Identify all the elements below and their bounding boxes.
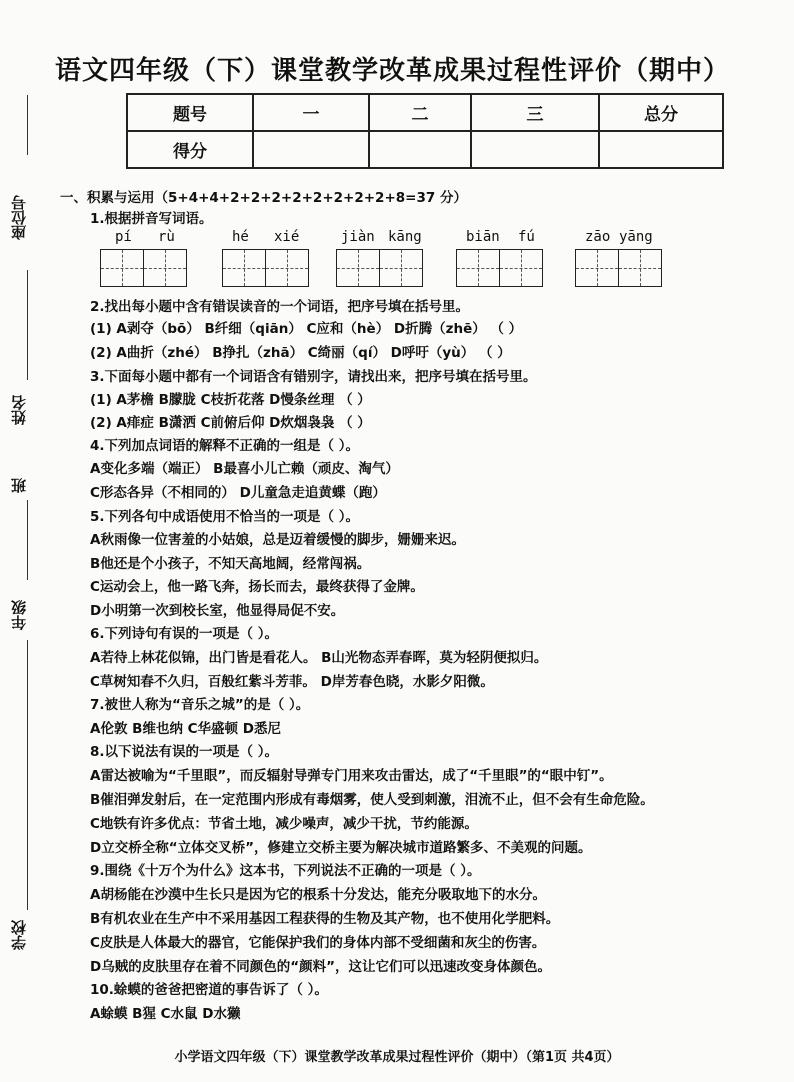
q3-line: (1) A茅檐 B朦胧 C枝折花落 D慢条丝理 （ ） bbox=[90, 392, 371, 408]
q4-stem: 4.下列加点词语的解释不正确的一组是（ ）。 bbox=[90, 438, 359, 454]
q5-stem: 5.下列各句中成语使用不恰当的一项是（ ）。 bbox=[90, 509, 359, 525]
q5-line: C运动会上，他一路飞奔，扬长而去，最终获得了金牌。 bbox=[90, 579, 424, 595]
q7-line: A伦敦 B维也纳 C华盛顿 D悉尼 bbox=[90, 721, 281, 737]
q4-line: C形态各异（不相同的） D儿童急走追黄蝶（跑） bbox=[90, 485, 386, 501]
q6-line: A若待上林花似锦，出门皆是看花人。 B山光物态弄春晖，莫为轻阴便拟归。 bbox=[90, 650, 548, 666]
score-cell[interactable] bbox=[253, 131, 369, 168]
q10-stem: 10.蜍蟆的爸爸把密道的事告诉了（ ）。 bbox=[90, 982, 328, 998]
score-table-score-row bbox=[127, 131, 723, 168]
side-label-grade: 年级 bbox=[10, 600, 28, 630]
score-cell[interactable] bbox=[599, 131, 723, 168]
score-row-label: 得分 bbox=[127, 131, 253, 168]
q4-line: A变化多端（端正） B最喜小儿亡赖（顽皮、淘气） bbox=[90, 461, 399, 477]
side-divider bbox=[27, 640, 28, 910]
score-cell[interactable] bbox=[471, 131, 599, 168]
score-table-header-row bbox=[127, 94, 723, 131]
q9-line: B有机农业在生产中不采用基因工程获得的生物及其产物，也不使用化学肥料。 bbox=[90, 911, 560, 927]
pinyin-syllable: biān bbox=[466, 229, 500, 245]
page-footer: 小学语文四年级（下）课堂教学改革成果过程性评价（期中）（第1页 共4页） bbox=[174, 1050, 620, 1065]
q2-stem: 2.找出每小题中含有错误读音的一个词语，把序号填在括号里。 bbox=[90, 299, 470, 315]
q8-line: C地铁有许多优点：节省土地，减少噪声，减少干扰，节约能源。 bbox=[90, 816, 478, 832]
q9-line: C皮肤是人体最大的器官，它能保护我们的身体内部不受细菌和灰尘的伤害。 bbox=[90, 935, 546, 951]
q2-line: (2) A曲折（zhé） B挣扎（zhā） C绮丽（qí） D呼吁（yù） （ ） bbox=[90, 345, 511, 361]
score-header-cell: 题号 bbox=[127, 94, 253, 131]
side-label-seat: 座位号 bbox=[10, 195, 28, 240]
pinyin-syllable: fú bbox=[518, 229, 535, 245]
pinyin-syllable: jiàn bbox=[341, 229, 375, 245]
q9-line: D乌贼的皮肤里存在着不同颜色的“颜料”，这让它们可以迅速改变身体颜色。 bbox=[90, 959, 551, 975]
q5-line: B他还是个小孩子，不知天高地阔，经常闯祸。 bbox=[90, 556, 371, 572]
q5-line: A秋雨像一位害羞的小姑娘，总是迈着缓慢的脚步，姗姗来迟。 bbox=[90, 532, 465, 548]
q5-line: D小明第一次到校长室，他显得局促不安。 bbox=[90, 603, 345, 619]
writing-boxes[interactable] bbox=[336, 249, 423, 287]
q9-line: A胡杨能在沙漠中生长只是因为它的根系十分发达，能充分吸取地下的水分。 bbox=[90, 887, 546, 903]
pinyin-syllable: pí bbox=[115, 229, 132, 245]
section-1-heading: 一、积累与运用（5+4+4+2+2+2+2+2+2+2+2+8=37 分） bbox=[60, 190, 467, 206]
q1-stem: 1.根据拼音写词语。 bbox=[90, 211, 213, 227]
score-header-cell: 三 bbox=[471, 94, 599, 131]
q8-line: D立交桥全称“立体交叉桥”，修建立交桥主要为解决城市道路繁多、不美观的问题。 bbox=[90, 840, 592, 856]
q2-line: (1) A剥夺（bō） B纤细（qiān） C应和（hè） D折腾（zhē） （ ） bbox=[90, 321, 523, 337]
score-header-cell: 一 bbox=[253, 94, 369, 131]
q8-line: A雷达被喻为“千里眼”，而反辐射导弹专门用来攻击雷达，成了“千里眼”的“眼中钉”。 bbox=[90, 768, 613, 784]
score-header-cell: 二 bbox=[369, 94, 471, 131]
writing-boxes[interactable] bbox=[100, 249, 187, 287]
page-title: 语文四年级（下）课堂教学改革成果过程性评价（期中） bbox=[55, 56, 731, 86]
q6-stem: 6.下列诗句有误的一项是（ ）。 bbox=[90, 626, 278, 642]
side-divider bbox=[27, 95, 28, 155]
side-label-class: 班 bbox=[10, 478, 28, 493]
side-label-name: 姓名 bbox=[10, 395, 28, 425]
score-table bbox=[126, 93, 724, 169]
q8-line: B催泪弹发射后，在一定范围内形成有毒烟雾，使人受到刺激，泪流不止，但不会有生命危险。 bbox=[90, 792, 654, 808]
score-header-cell: 总分 bbox=[599, 94, 723, 131]
side-divider bbox=[27, 500, 28, 580]
pinyin-syllable: rù bbox=[158, 229, 175, 245]
pinyin-syllable: kāng bbox=[388, 229, 422, 245]
pinyin-syllable: zāo bbox=[585, 229, 611, 245]
q3-line: (2) A痱症 B潇洒 C前俯后仰 D炊烟袅袅 （ ） bbox=[90, 415, 371, 431]
q8-stem: 8.以下说法有误的一项是（ ）。 bbox=[90, 744, 278, 760]
score-cell[interactable] bbox=[369, 131, 471, 168]
writing-boxes[interactable] bbox=[222, 249, 309, 287]
side-label-school: 学校 bbox=[10, 920, 28, 950]
writing-boxes[interactable] bbox=[575, 249, 662, 287]
pinyin-syllable: yāng bbox=[619, 229, 653, 245]
q10-line: A蜍蟆 B猩 C水鼠 D水獭 bbox=[90, 1006, 241, 1022]
q9-stem: 9.围绕《十万个为什么》这本书，下列说法不正确的一项是（ ）。 bbox=[90, 863, 481, 879]
q3-stem: 3.下面每小题中都有一个词语含有错别字，请找出来，把序号填在括号里。 bbox=[90, 369, 537, 385]
writing-boxes[interactable] bbox=[456, 249, 543, 287]
pinyin-syllable: hé bbox=[232, 229, 249, 245]
pinyin-syllable: xié bbox=[274, 229, 300, 245]
q6-line: C草树知春不久归，百般红紫斗芳菲。 D岸芳春色晓，水影夕阳微。 bbox=[90, 674, 494, 690]
side-divider bbox=[27, 270, 28, 380]
q7-stem: 7.被世人称为“音乐之城”的是（ ）。 bbox=[90, 697, 310, 713]
